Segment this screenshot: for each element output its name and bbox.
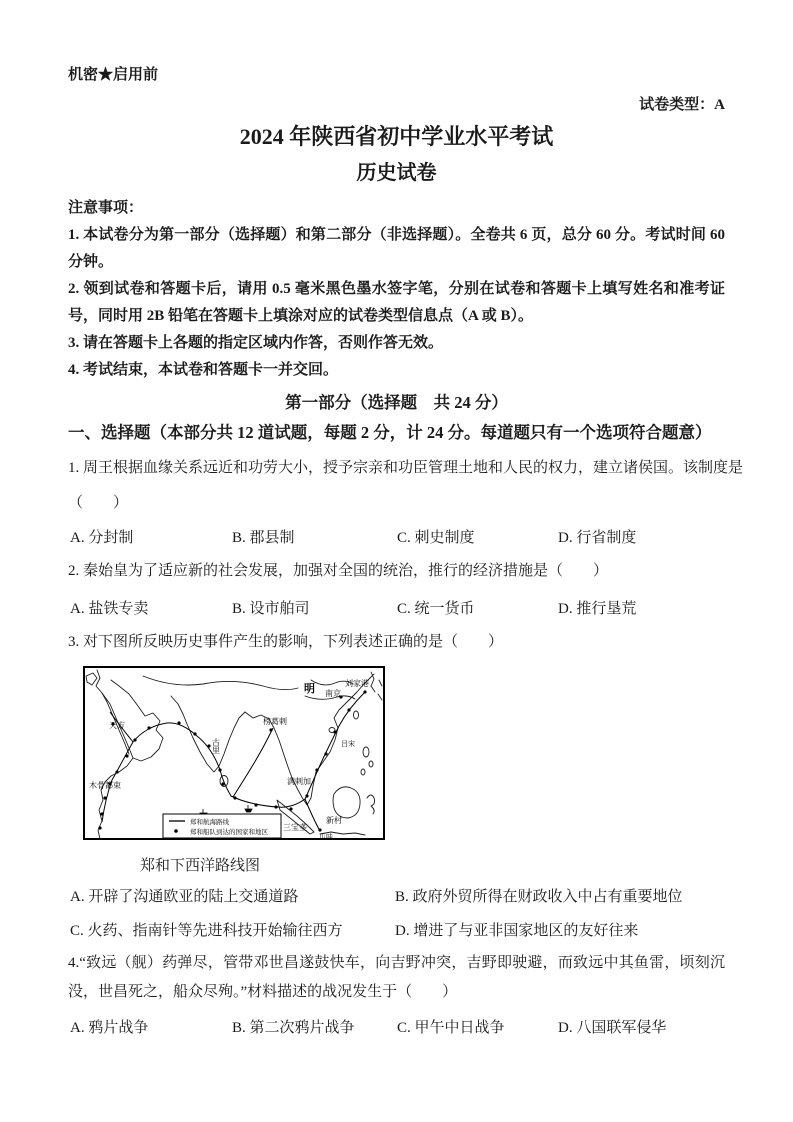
question-3 (68, 629, 725, 939)
option-a: A. 开辟了沟通欧亚的陆上交通道路 (70, 889, 299, 905)
map-legend (163, 814, 281, 838)
subject-title: 历史试卷 (356, 162, 437, 184)
option-c: C. 甲午中日战争 (397, 1020, 505, 1036)
legend-reach-label: 郑和船队到达的国家和地区 (190, 829, 268, 836)
question-2 (68, 558, 725, 617)
label-tianfang: 天方 (109, 721, 125, 730)
label-sanbaolong: 三宝垄 (283, 823, 307, 832)
label-malacca: 满剌加 (287, 777, 311, 786)
option-d: D. 行省制度 (558, 530, 637, 546)
option-d: D. 推行垦荒 (558, 601, 637, 617)
label-xincun: 新村 (326, 816, 342, 825)
option-d: D. 增进了与亚非国家地区的友好往来 (395, 923, 639, 939)
label-guli: 古里 (211, 738, 221, 754)
question-4 (68, 949, 725, 1036)
notice-item-2: 2. 领到试卷和答题卡后，请用 0.5 毫米黑色墨水签字笔，分别在试卷和答题卡上填写姓名和准考证号，同时用 2B 铅笔在答题卡上填涂对应的试卷类型信息点（A 或 B）。 (68, 281, 725, 324)
option-b: B. 政府外贸所得在财政收入中占有重要地位 (395, 889, 683, 905)
option-b: B. 设市舶司 (232, 601, 310, 617)
label-liujiagang: 刘家港 (345, 679, 369, 688)
label-zhaowa: 爪哇 (319, 833, 333, 840)
question-3-stem: 3. 对下图所反映历史事件产生的影响，下列表述正确的是（ ） (68, 634, 504, 650)
question-1-options (68, 526, 725, 546)
confidential-mark: 机密★启用前 (68, 67, 159, 83)
zheng-he-voyage-map (83, 666, 385, 840)
legend-dot-symbol (174, 829, 178, 833)
ship-icon (245, 805, 252, 812)
label-lvsong: 吕宋 (341, 740, 355, 748)
question-1 (68, 455, 744, 546)
label-bengal: 榜葛剌 (263, 717, 287, 726)
option-c: C. 统一货币 (397, 601, 475, 617)
notice-item-1: 1. 本试卷分为第一部分（选择题）和第二部分（非选择题）。全卷共 6 页，总分 60 分。考试时间 60 分钟。 (68, 227, 725, 270)
question-1-answer-bracket: （ ） (68, 495, 129, 511)
question-4-stem: 4.“致远（舰）药弹尽，管带邓世昌遂鼓快车，向吉野冲突，吉野即驶避，而致远中其鱼雷，顷刻沉没，世昌死之，船众尽殉。”材料描述的战况发生于（ ） (68, 955, 725, 1000)
question-2-options (68, 597, 725, 617)
paper-type-label: 试卷类型：A (639, 97, 725, 113)
option-b: B. 第二次鸦片战争 (232, 1020, 355, 1036)
option-d: D. 八国联军侵华 (558, 1020, 667, 1036)
question-2-stem: 2. 秦始皇为了适应新的社会发展，加强对全国的统治，推行的经济措施是（ ） (68, 563, 609, 579)
option-a: A. 鸦片战争 (70, 1020, 149, 1036)
label-mogadishu: 木骨都束 (89, 781, 121, 790)
port-dots (98, 690, 366, 831)
voyage-routes (102, 692, 365, 831)
legend-route-label: 郑和航海路线 (190, 819, 229, 826)
notice-heading: 注意事项： (68, 200, 144, 216)
exam-title: 2024 年陕西省初中学业水平考试 (239, 124, 554, 149)
label-nanjing: 南京 (325, 689, 341, 698)
question-3-options-row-2 (68, 919, 725, 939)
map-caption: 郑和下西洋路线图 (140, 858, 261, 874)
option-c: C. 刺史制度 (397, 530, 475, 546)
option-a: A. 盐铁专卖 (70, 601, 149, 617)
notice-item-3: 3. 请在答题卡上各题的指定区域内作答，否则作答无效。 (68, 335, 444, 351)
option-a: A. 分封制 (70, 530, 134, 546)
option-c: C. 火药、指南针等先进科技开始输往西方 (70, 923, 343, 939)
zheng-he-map-svg (83, 666, 385, 840)
question-1-stem: 1. 周王根据血缘关系远近和功劳大小，授予宗亲和功臣管理土地和人民的权力，建立诸侯国。该制度是 (68, 460, 744, 476)
notice-section (68, 195, 725, 384)
option-b: B. 郡县制 (232, 530, 295, 546)
question-3-options-row-1 (68, 885, 725, 905)
notice-item-4: 4. 考试结束，本试卷和答题卡一并交回。 (68, 362, 339, 378)
question-4-options (68, 1016, 725, 1036)
part1-heading: 第一部分（选择题 共 24 分） (285, 393, 508, 412)
section1-heading: 一、选择题（本部分共 12 道试题，每题 2 分，计 24 分。每道题只有一个选项符合题意） (68, 423, 712, 442)
label-ming: 明 (304, 683, 315, 695)
